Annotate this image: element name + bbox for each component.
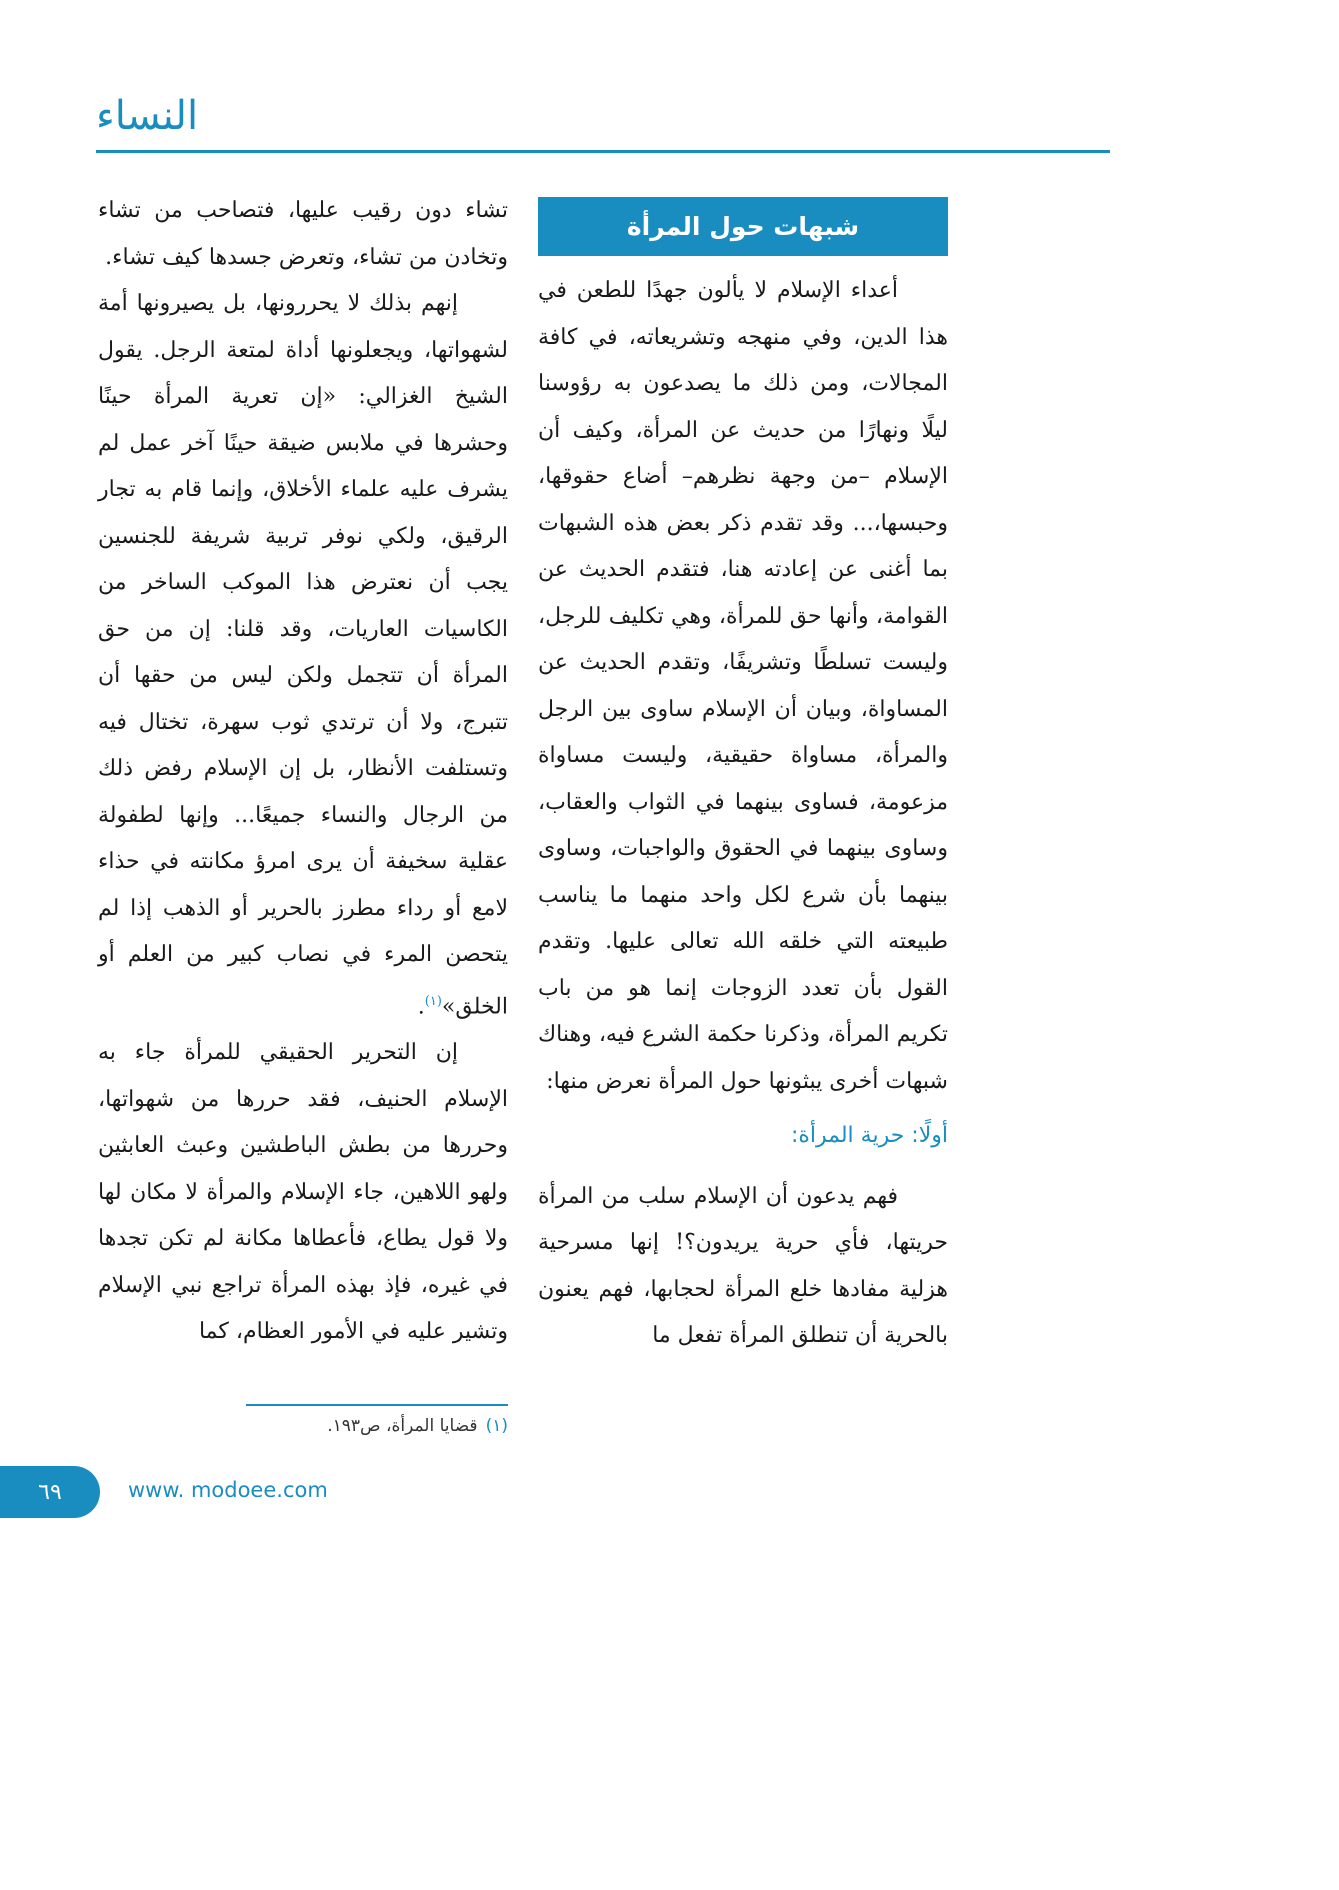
- footnote: [98, 1416, 508, 1436]
- right-paragraph-1: أعداء الإسلام لا يألون جهدًا للطعن في هذا الدين، وفي منهجه وتشريعاته، في كافة المجالات، ومن ذلك ما يصدعون به رؤوسنا ليلًا ونهارًا من حديث عن المرأة، وكيف أن الإسلام –من وجهة نظرهم– أضاع حقوقها، وحبسها،... وقد تقدم ذكر بعض هذه الشبهات بما أغنى عن إعادته هنا، فتقدم الحديث عن القوامة، وأنها حق للمرأة، وهي تكليف للرجل، وليست تسلطًا وتشريفًا، وتقدم الحديث عن المساواة، وبيان أن الإسلام ساوى بين الرجل والمرأة، مساواة حقيقية، وليست مساواة مزعومة، فساوى بينهما في الثواب والعقاب، وساوى بينهما في الحقوق والواجبات، وساوى بينهما بأن شرع لكل واحد منهما ما يناسب طبيعته التي خلقه الله تعالى عليها. وتقدم القول بأن تعدد الزوجات إنما هو من باب تكريم المرأة، وذكرنا حكمة الشرع فيه، وهناك شبهات أخرى يبثونها حول المرأة نعرض منها:: [538, 278, 949, 1094]
- left-paragraph-2-end: .: [417, 993, 425, 1019]
- right-paragraph-2: فهم يدعون أن الإسلام سلب من المرأة حريتها، فأي حرية يريدون؟! إنها مسرحية هزلية مفادها خلع المرأة لحجابها، فهم يعنون بالحرية أن تنطلق المرأة تفعل ما: [538, 1183, 948, 1348]
- page-number-badge: [0, 1466, 100, 1518]
- footnote-rule: [246, 1404, 508, 1406]
- footnote-text: قضايا المرأة، ص١٩٣.: [327, 1416, 478, 1436]
- right-column: [538, 268, 948, 1360]
- left-paragraph-2: [98, 281, 508, 1030]
- footnote-reference[interactable]: (١): [424, 993, 442, 1009]
- header-rule: [96, 150, 1110, 153]
- left-paragraph-3: إن التحرير الحقيقي للمرأة جاء به الإسلام الحنيف، فقد حررها من شهواتها، وحررها من بطش الباطشين وعبث العابثين ولهو اللاهين، جاء الإسلام والمرأة لا مكان لها ولا قول يطاع، فأعطاها مكانة لم تكن تجدها في غيره، فإذ بهذه المرأة تراجع نبي الإسلام وتشير عليه في الأمور العظام، كما: [98, 1040, 508, 1345]
- footnote-number: (١): [485, 1416, 508, 1436]
- left-column: [98, 188, 508, 1356]
- subheading-women-freedom: أولًا: حرية المرأة:: [790, 1123, 948, 1148]
- chapter-title: النساء: [96, 93, 199, 139]
- section-heading-text: شبهات حول المرأة: [626, 212, 860, 241]
- page-number: ٦٩: [38, 1479, 62, 1505]
- site-url-link[interactable]: www. modoee.com: [128, 1478, 328, 1502]
- left-paragraph-1: تشاء دون رقيب عليها، فتصاحب من تشاء وتخادن من تشاء، وتعرض جسدها كيف تشاء.: [98, 198, 508, 270]
- left-paragraph-2-text: إنهم بذلك لا يحررونها، بل يصيرونها أمة لشهواتها، ويجعلونها أداة لمتعة الرجل. يقول الشيخ الغزالي: «إن تعرية المرأة حينًا وحشرها في ملابس ضيقة حينًا آخر عمل لم يشرف عليه علماء الأخلاق، وإنما قام به تجار الرقيق، ولكي نوفر تربية شريفة للجنسين يجب أن نعترض هذا الموكب الساخر من الكاسيات العاريات، وقد قلنا: إن من حق المرأة أن تتجمل ولكن ليس من حقها أن تتبرج، ولا أن ترتدي ثوب سهرة، تختال فيه وتستلفت الأنظار، بل إن الإسلام رفض ذلك من الرجال والنساء جميعًا... وإنها لطفولة عقلية سخيفة أن يرى امرؤ مكانته في حذاء لامع أو رداء مطرز بالحرير أو الذهب إذا لم يتحصن المرء في نصاب كبير من العلم أو الخلق»: [98, 291, 508, 1019]
- section-heading: [538, 197, 948, 256]
